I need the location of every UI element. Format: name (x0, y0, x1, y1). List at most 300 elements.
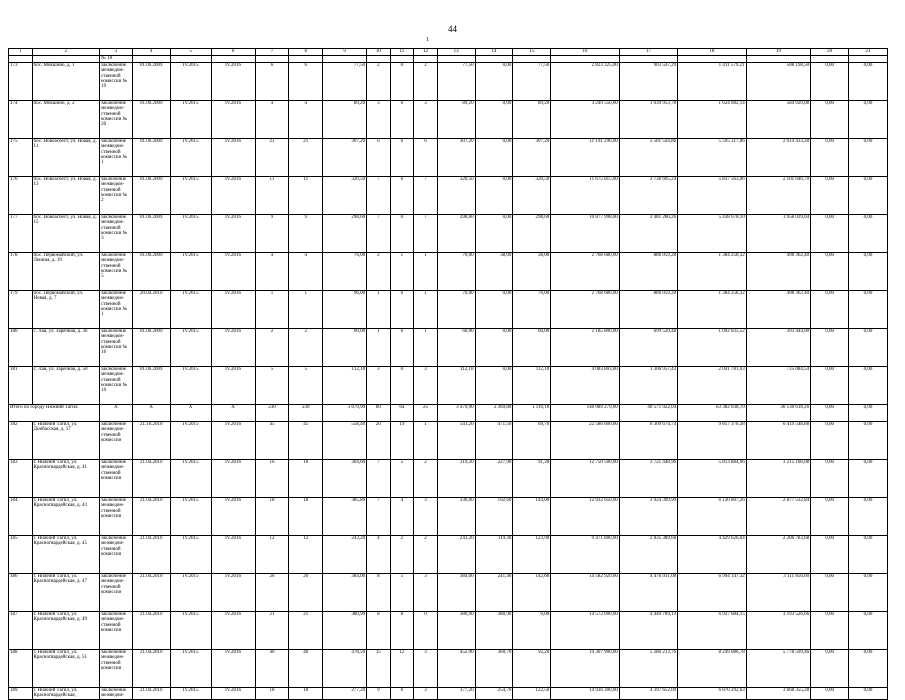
table-cell: заключение межведом-ственной комиссии № 20 (100, 101, 133, 139)
table-cell: 241,40 (475, 574, 513, 612)
table-cell: IV.2015 (170, 498, 211, 536)
table-cell: 3 111 850,60 (746, 574, 810, 612)
table-cell: 0,00 (849, 422, 888, 460)
table-cell: 18 (255, 498, 289, 536)
table-cell: 140 089 279,00 (551, 405, 620, 422)
row-address: г. Нижний Тагил, ул. Красногвардейская, д. 51 (32, 650, 100, 688)
table-cell: 9 (255, 215, 289, 253)
table-cell: 0,00 (811, 139, 849, 177)
row-number: 177 (9, 215, 33, 253)
table-cell: 0,00 (811, 405, 849, 422)
total-label: Итого по городу Нижний Тагил: (9, 405, 100, 422)
table-cell: IV.2016 (211, 460, 255, 498)
table-cell: 5 (390, 460, 414, 498)
table-cell: 384,00 (437, 574, 475, 612)
table-cell: IV.2016 (211, 612, 255, 650)
table-cell: 142,60 (513, 574, 551, 612)
table-cell: 0,00 (849, 139, 888, 177)
table-row (9, 536, 888, 574)
table-cell: 2 768 680,00 (551, 291, 620, 329)
table-cell: 3 481 280,26 (619, 215, 677, 253)
table-cell: 0,00 (475, 329, 513, 367)
table-cell: 452,90 (437, 650, 475, 688)
table-cell: 3 215 166,08 (746, 460, 810, 498)
table-cell: 230 (255, 405, 289, 422)
table-cell: 0,00 (811, 329, 849, 367)
table-cell: 192,60 (475, 498, 513, 536)
row-address: пос. Новоасбест, ул. Новая, д. 13 (32, 177, 100, 215)
table-cell: 63 382 638,70 (678, 405, 747, 422)
table-cell: 0 (390, 63, 414, 101)
column-header: 13 (437, 49, 475, 56)
table-cell: заключение межведом-ственной комиссии № 1 (100, 291, 133, 329)
table-cell: 3 679,90 (323, 405, 367, 422)
table-cell: 0 (390, 291, 414, 329)
table-cell: 90,00 (323, 329, 367, 367)
table-cell: 243,20 (437, 536, 475, 574)
table-cell: 0,00 (849, 101, 888, 139)
table-cell: 3 (414, 367, 438, 405)
table-cell: 5 (289, 367, 323, 405)
table-cell: 10 877 998,00 (551, 215, 620, 253)
table-cell: IV.2016 (211, 329, 255, 367)
table-cell: 336,60 (437, 498, 475, 536)
row-address: с. Лая, ул. Заречная, д. 36 (32, 329, 100, 367)
table-cell: 2 369,80 (475, 405, 513, 422)
table-cell: 7 (414, 215, 438, 253)
table-row (9, 329, 888, 367)
row-number: 176 (9, 177, 33, 215)
table-cell: 122,50 (513, 688, 551, 700)
table-cell: 0,00 (849, 329, 888, 367)
table-cell: 11 191 296,00 (551, 139, 620, 177)
table-cell: 0,00 (475, 215, 513, 253)
row-address: пос. Новоасбест, ул. Новая, д. 15 (32, 215, 100, 253)
table-cell: 21 (255, 612, 289, 650)
table-cell: 0,00 (849, 367, 888, 405)
table-cell: 01.06.2009 (132, 63, 170, 101)
table-cell: 1 384 258,32 (678, 253, 747, 291)
table-cell: заключение межведом- (100, 688, 133, 700)
table-cell: 0,00 (475, 367, 513, 405)
table-cell: 0 (390, 215, 414, 253)
table-cell: 38,00 (513, 253, 551, 291)
table-cell: 14 572 000,00 (551, 612, 620, 650)
row-address: пос. Первомайский, ул. Новая, д. 7 (32, 291, 100, 329)
table-cell: 230 (289, 405, 323, 422)
table-cell: 903 547,29 (619, 63, 677, 101)
table-cell: 7 (367, 177, 391, 215)
table-cell: 3 (414, 574, 438, 612)
table-cell: 0,00 (811, 536, 849, 574)
table-cell: 0,00 (849, 405, 888, 422)
table-cell: 0,00 (849, 177, 888, 215)
table-cell: 14 936 300,00 (551, 688, 620, 700)
column-header: 3 (100, 49, 133, 56)
table-cell: 0,00 (475, 101, 513, 139)
table-cell: 38,00 (475, 253, 513, 291)
table-cell: заключение межведом-ственной комиссии (100, 536, 133, 574)
table-cell: 3 (414, 650, 438, 688)
table-cell: 18 (255, 688, 289, 700)
table-cell: 3 924 309,90 (619, 498, 677, 536)
column-header: 18 (678, 49, 747, 56)
table-cell: 01.06.2009 (132, 215, 170, 253)
table-cell: 01.06.2009 (132, 101, 170, 139)
table-cell: 0,00 (811, 291, 849, 329)
column-number-row (9, 49, 888, 56)
table-cell: 320,50 (513, 177, 551, 215)
table-cell: заключение межведом-ственной комиссии (100, 650, 133, 688)
table-cell: 4 (255, 253, 289, 291)
table-cell: 76,00 (513, 291, 551, 329)
table-cell: 478,50 (323, 650, 367, 688)
table-cell: 5 595 317,86 (678, 139, 747, 177)
table-cell: 16 (255, 460, 289, 498)
table-cell: 0,00 (475, 291, 513, 329)
table-row (9, 215, 888, 253)
table-cell: 64 (390, 405, 414, 422)
table-cell: 2 185 800,00 (551, 329, 620, 367)
table-cell: 0,00 (811, 422, 849, 460)
table-cell: 2 (367, 253, 391, 291)
column-header: 6 (211, 49, 255, 56)
table-cell: 8 249 086,78 (678, 650, 747, 688)
table-cell: 2 (289, 329, 323, 367)
row-address: г. Нижний Тагил, ул. Красногвардейская, д. 47 (32, 574, 100, 612)
table-cell: 307,20 (323, 139, 367, 177)
table-cell: 21.10.2010 (132, 422, 170, 460)
table-cell: 0,00 (849, 291, 888, 329)
table-cell: 4 (390, 498, 414, 536)
table-cell: 8 (367, 612, 391, 650)
table-cell: X (100, 405, 133, 422)
table-cell: IV.2016 (211, 536, 255, 574)
table-cell: заключение межведом-ственной комиссии № 16 (100, 367, 133, 405)
table-cell: 886 059,28 (619, 253, 677, 291)
row-number: 181 (9, 367, 33, 405)
table-cell: 0 (390, 367, 414, 405)
table-cell: 1 411 579,21 (678, 63, 747, 101)
table-cell: 8 (390, 612, 414, 650)
table-cell: IV.2015 (170, 688, 211, 700)
table-cell: 2 014 433,28 (746, 139, 810, 177)
table-cell: 76,00 (323, 253, 367, 291)
row-number: 179 (9, 291, 33, 329)
row-number: 174 (9, 101, 33, 139)
table-cell: 3 668 355,28 (746, 688, 810, 700)
table-cell: 3 581 544,86 (619, 139, 677, 177)
table-cell: IV.2015 (170, 612, 211, 650)
table-cell: 7 (367, 215, 391, 253)
table-cell: 77,50 (437, 63, 475, 101)
table-cell: 0,00 (475, 177, 513, 215)
table-cell: 12 (390, 650, 414, 688)
table-cell: IV.2016 (211, 139, 255, 177)
table-cell: 1 384 258,32 (678, 291, 747, 329)
table-cell: IV.2016 (211, 63, 255, 101)
table-cell: IV.2015 (170, 139, 211, 177)
table-cell: заключение межведом-ственной комиссии (100, 574, 133, 612)
table-cell: 243,20 (323, 536, 367, 574)
row-address: г. Нижний Тагил, ул. Красногвардейская, д. 41 (32, 460, 100, 498)
table-cell: IV.2015 (170, 536, 211, 574)
table-cell: 699 520,48 (619, 329, 677, 367)
table-cell: 1 110,10 (513, 405, 551, 422)
table-cell: 1 (414, 253, 438, 291)
row-address: г. Нижний Тагил, ул. Красногвардейская, (32, 688, 100, 700)
table-cell: 0,00 (811, 367, 849, 405)
table-cell: 5 (390, 574, 414, 612)
table-cell: 2 041 781,03 (678, 367, 747, 405)
table-cell: 307,20 (513, 139, 551, 177)
table-cell: 3 193 526,66 (746, 612, 810, 650)
table-cell: 4 (289, 101, 323, 139)
column-header: 1 (9, 49, 33, 56)
table-cell: 5 (255, 367, 289, 405)
page-sub-mark: 1 (426, 37, 429, 43)
table-cell: 15 (367, 650, 391, 688)
table-cell: 3 249 556,00 (551, 101, 620, 139)
table-cell: 60,00 (437, 329, 475, 367)
table-cell: заключение межведом-ственной комиссии № 2 (100, 177, 133, 215)
table-cell: 2 (414, 536, 438, 574)
row-number: 186 (9, 574, 33, 612)
row-number: 183 (9, 460, 33, 498)
column-header: 21 (849, 49, 888, 56)
table-cell: 9 857 376,38 (678, 422, 747, 460)
table-cell: 45 (289, 422, 323, 460)
table-cell: 19 (390, 422, 414, 460)
table-cell: 541,20 (437, 422, 475, 460)
table-cell: 4 429 626,64 (678, 536, 747, 574)
table-cell: 0,00 (849, 650, 888, 688)
column-header: 12 (414, 49, 438, 56)
table-cell: 298,60 (513, 215, 551, 253)
housing-table (8, 48, 888, 700)
table-cell: заключение межведом-ственной комиссии № 16 (100, 329, 133, 367)
column-header: 10 (367, 49, 391, 56)
table-cell: IV.2016 (211, 215, 255, 253)
table-cell: 0,00 (849, 63, 888, 101)
table-cell: 119,30 (475, 536, 513, 574)
table-cell: 498 362,40 (746, 253, 810, 291)
row-number: 173 (9, 63, 33, 101)
table-cell: 25 (414, 405, 438, 422)
table-cell: 01.06.2009 (132, 329, 170, 367)
table-cell: 6 130 807,26 (678, 498, 747, 536)
table-cell: 12 750 500,00 (551, 460, 620, 498)
table-cell: 886 059,28 (619, 291, 677, 329)
table-cell: 0,00 (475, 139, 513, 177)
table-cell: 20.04.2010 (132, 291, 170, 329)
table-cell: 21.04.2010 (132, 612, 170, 650)
table-cell: 01.06.2009 (132, 139, 170, 177)
table-cell: X (132, 405, 170, 422)
table-cell: 112,10 (437, 367, 475, 405)
table-cell: 144,00 (513, 498, 551, 536)
table-cell: 2 (367, 63, 391, 101)
table-row (9, 422, 888, 460)
table-cell: IV.2016 (211, 253, 255, 291)
table-cell: X (170, 405, 211, 422)
table-cell: 0,00 (849, 574, 888, 612)
table-cell: 2 (390, 536, 414, 574)
table-cell: 40 571 022,04 (619, 405, 677, 422)
table-cell: IV.2015 (170, 422, 211, 460)
table-cell: 5 837 563,06 (678, 177, 747, 215)
table-cell: 01.06.2009 (132, 177, 170, 215)
table-cell: 5 813 884,96 (678, 460, 747, 498)
table-row (9, 291, 888, 329)
table-cell: IV.2015 (170, 253, 211, 291)
table-cell: IV.2016 (211, 650, 255, 688)
table-cell: 1 (390, 253, 414, 291)
table-cell: 1 (414, 422, 438, 460)
row-address: с. Лая, ул. Заречная, д. 50 (32, 367, 100, 405)
table-cell: 112,10 (513, 367, 551, 405)
table-cell: 0,00 (849, 612, 888, 650)
table-cell: IV.2016 (211, 422, 255, 460)
table-cell: 735 084,54 (746, 367, 810, 405)
table-cell: 0 (414, 612, 438, 650)
table-cell: 4 083 803,00 (551, 367, 620, 405)
table-cell: IV.2016 (211, 291, 255, 329)
table-cell: 89,20 (513, 101, 551, 139)
row-address: г. Нижний Тагил, ул. Красногвардейская, д. 45 (32, 536, 100, 574)
table-cell: 298,60 (437, 215, 475, 253)
table-cell: 277,20 (323, 688, 367, 700)
table-row (9, 612, 888, 650)
table-cell: 89 (367, 405, 391, 422)
table-cell: 21 (255, 139, 289, 177)
column-header: 16 (551, 49, 620, 56)
table-cell: 1 624 682,14 (678, 101, 747, 139)
table-cell: 6 (255, 63, 289, 101)
table-cell: 7 (367, 498, 391, 536)
table-cell: 3 (367, 101, 391, 139)
table-cell: 3 736 605,24 (619, 177, 677, 215)
table-cell: 0,00 (513, 612, 551, 650)
page-number: 44 (448, 24, 457, 34)
table-cell: 8 (367, 574, 391, 612)
table-cell: 11 (289, 177, 323, 215)
table-cell: 6 419 548,88 (746, 422, 810, 460)
table-cell: заключение межведом-ственной комиссии (100, 460, 133, 498)
table-cell: IV.2015 (170, 367, 211, 405)
table-cell: 22 586 600,00 (551, 422, 620, 460)
table-cell: 0,00 (849, 688, 888, 700)
table-cell: 0,00 (811, 612, 849, 650)
table-cell: 1 958 039,64 (746, 215, 810, 253)
column-header: 11 (390, 49, 414, 56)
table-cell: IV.2015 (170, 177, 211, 215)
table-cell: заключение межведом-ственной комиссии № 1 (100, 139, 133, 177)
table-cell: 319,20 (437, 460, 475, 498)
table-cell: 19 307 900,00 (551, 650, 620, 688)
table-cell: 60,00 (513, 329, 551, 367)
table-cell: 471,50 (475, 422, 513, 460)
table-cell: 0,00 (811, 215, 849, 253)
table-row (9, 650, 888, 688)
table-row (9, 63, 888, 101)
table-cell: 91,30 (513, 460, 551, 498)
table-cell: 0,00 (811, 688, 849, 700)
table-cell: 1 (255, 291, 289, 329)
table-cell: 4 (289, 253, 323, 291)
table-cell: заключение межведом-ственной комиссии (100, 612, 133, 650)
table-cell: 9 471 800,00 (551, 536, 620, 574)
table-cell: 0,00 (849, 215, 888, 253)
table-cell: IV.2015 (170, 574, 211, 612)
row-number: 187 (9, 612, 33, 650)
row-number: 185 (9, 536, 33, 574)
table-cell: заключение межведом-ственной комиссии (100, 422, 133, 460)
table-cell: 1 (367, 329, 391, 367)
table-cell: заключение межведом-ственной комиссии № 3 (100, 215, 133, 253)
table-cell: 360,70 (475, 650, 513, 688)
table-cell: 0,00 (811, 253, 849, 291)
table-cell: 0,00 (475, 63, 513, 101)
table-cell: 4 440 789,19 (619, 612, 677, 650)
table-cell: 7 (367, 460, 391, 498)
table-cell: 21.04.2010 (132, 650, 170, 688)
table-cell: 6 937 684,15 (678, 612, 747, 650)
table-cell: 89,20 (437, 101, 475, 139)
column-header: 8 (289, 49, 323, 56)
table-cell: 0,00 (849, 253, 888, 291)
table-cell: 21.04.2010 (132, 536, 170, 574)
table-cell: 45 (255, 422, 289, 460)
table-row (9, 367, 888, 405)
column-header: 4 (132, 49, 170, 56)
table-cell: 18 (289, 688, 323, 700)
column-header: 19 (746, 49, 810, 56)
table-cell: 508 198,50 (746, 63, 810, 101)
row-address: г. Нижний Тагил, ул. Красногвардейская, д. 43 (32, 498, 100, 536)
table-cell: 11 (255, 177, 289, 215)
table-cell: 6 (390, 688, 414, 700)
table-cell: 364,60 (323, 460, 367, 498)
row-address: пос. Мокшино, д. 2 (32, 101, 100, 139)
table-cell: 320,50 (437, 177, 475, 215)
table-cell: 6 309 674,74 (619, 422, 677, 460)
table-cell: 1 039 953,78 (619, 101, 677, 139)
table-row (9, 101, 888, 139)
table-cell: 11 675 815,00 (551, 177, 620, 215)
column-header: 20 (811, 49, 849, 56)
table-cell: 1 (289, 291, 323, 329)
table-cell: 9 (289, 215, 323, 253)
table-cell: 3 479,90 (437, 405, 475, 422)
table-cell: 385,80 (323, 498, 367, 536)
table-cell: 320,50 (323, 177, 367, 215)
table-cell: 9 (367, 688, 391, 700)
table-cell: 3 (414, 101, 438, 139)
table-cell: 3 (367, 367, 391, 405)
table-cell: 1 092 835,52 (678, 329, 747, 367)
table-cell: 498 362,40 (746, 291, 810, 329)
table-cell: IV.2016 (211, 688, 255, 700)
table-cell: 0,00 (811, 101, 849, 139)
column-header: 9 (323, 49, 367, 56)
table-row (9, 688, 888, 700)
table-cell: 36 130 618,26 (746, 405, 810, 422)
table-cell: IV.2016 (211, 101, 255, 139)
table-cell: 96,00 (323, 291, 367, 329)
table-cell: 2 (414, 460, 438, 498)
table-cell: 01.06.2009 (132, 367, 170, 405)
